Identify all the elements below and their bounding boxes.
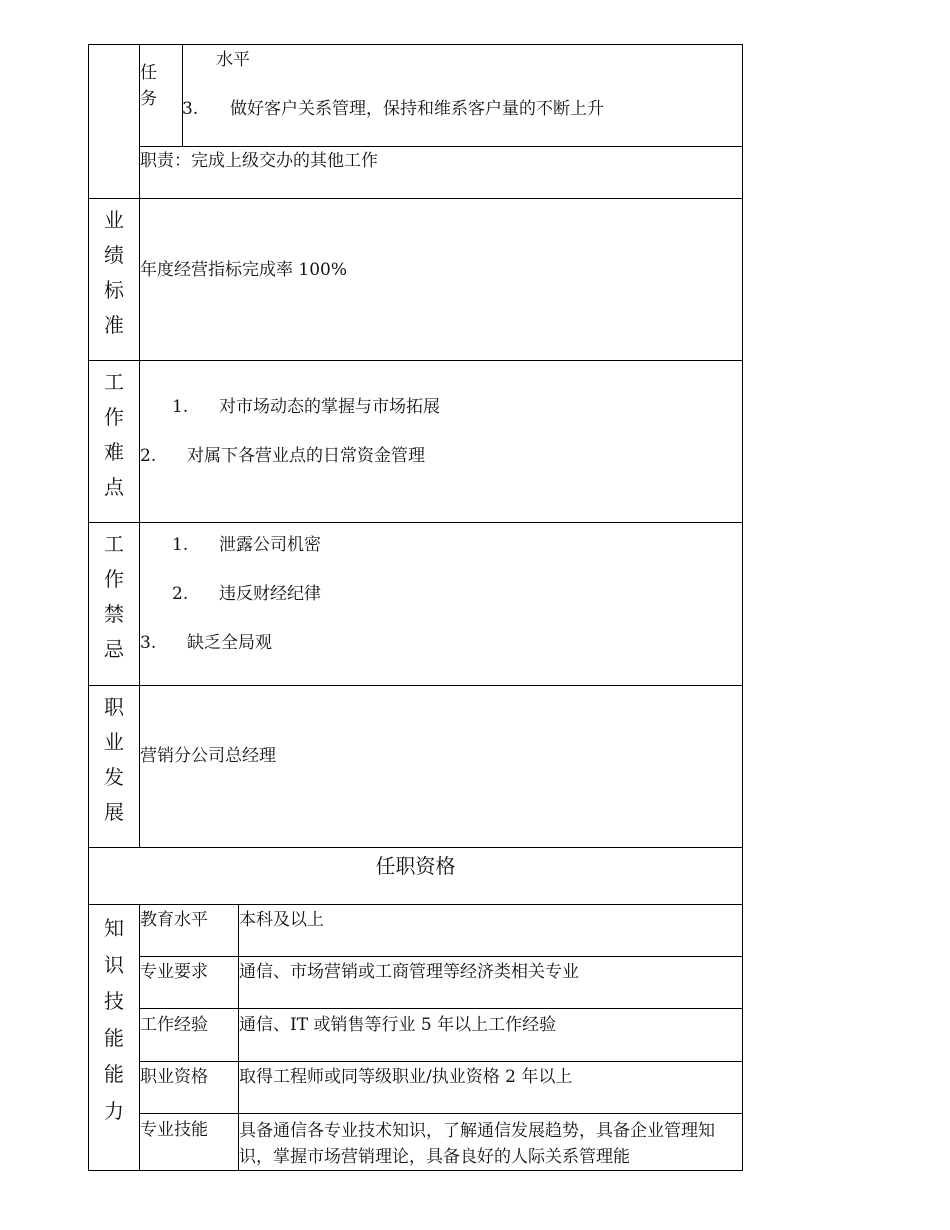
task-label-char: 任 [140,63,157,83]
knowledge-skills-label [88,910,140,1129]
table-top-border [88,44,743,45]
label-char: 标 [104,278,124,302]
qualification-key: 职业资格 [140,1067,208,1087]
label-char: 工 [104,532,124,556]
label-char: 点 [104,475,124,499]
label-char: 业 [104,208,124,232]
label-char: 作 [104,405,124,429]
row-divider [139,1008,743,1009]
task-label [140,60,157,112]
task-label-char: 务 [140,89,157,109]
qualification-value: 取得工程师或同等级职业/执业资格 2 年以上 [239,1067,573,1087]
row-divider [139,1113,743,1114]
taboo-item-text: 违反财经纪律 [219,584,321,604]
taboo-label [88,527,140,667]
qualification-value: 通信、市场营销或工商管理等经济类相关专业 [239,962,579,982]
label-char: 能 [104,1025,124,1050]
difficulty-item-text: 对属下各营业点的日常资金管理 [187,446,425,466]
qualification-key: 教育水平 [140,910,208,930]
difficulty-item-text: 对市场动态的掌握与市场拓展 [219,397,440,417]
duty-text: 职责：完成上级交办的其他工作 [140,151,378,171]
taboo-item-number: 1. [172,535,189,555]
label-char: 识 [104,952,124,977]
row-divider [88,847,743,848]
career-label [88,690,140,830]
label-char: 作 [104,567,124,591]
label-char: 禁 [104,602,124,626]
label-char: 发 [104,765,124,789]
row-divider [88,522,743,523]
label-char: 绩 [104,243,124,267]
row-divider [88,685,743,686]
label-char: 展 [104,800,124,824]
qualification-value: 通信、IT 或销售等行业 5 年以上工作经验 [239,1015,557,1035]
difficulty-item-number: 1. [172,397,189,417]
qualification-key: 专业技能 [140,1120,208,1140]
row-divider [88,904,743,905]
qualification-value: 具备通信各专业技术知识，了解通信发展趋势，具备企业管理知识，掌握市场营销理论，具备良好的人际关系管理能 [239,1121,715,1167]
taboo-item-number: 2. [172,584,189,604]
label-char: 知 [104,916,124,940]
table-bottom-border [88,1170,743,1171]
qualification-key: 专业要求 [140,962,208,982]
performance-label [88,203,140,343]
taboo-item-text: 泄露公司机密 [219,535,321,555]
row-divider [139,956,743,957]
label-char: 业 [104,730,124,754]
qualification-heading: 任职资格 [375,854,456,878]
performance-text: 年度经营指标完成率 100% [140,260,348,280]
row-divider [139,1061,743,1062]
difficulty-item-number: 2. [140,446,157,466]
label-char: 技 [104,989,124,1013]
row-divider [88,360,743,361]
taboo-item-number: 3. [140,633,157,653]
label-char: 难 [104,440,124,464]
row-divider [88,198,743,199]
label-char: 能 [104,1062,124,1086]
label-char: 准 [104,313,124,337]
career-text: 营销分公司总经理 [140,746,276,766]
taboo-item-text: 缺乏全局观 [187,633,272,653]
difficulty-label [88,365,140,505]
task-item-number: 3. [182,99,199,119]
label-char: 忌 [104,637,124,661]
label-char: 力 [104,1098,124,1123]
label-char: 工 [104,370,124,394]
qualification-key: 工作经验 [140,1015,208,1035]
row-divider [139,146,743,147]
task-line: 水平 [216,50,250,70]
table-right-border [742,44,743,1171]
qualification-value: 本科及以上 [239,910,324,930]
task-item-text: 做好客户关系管理，保持和维系客户量的不断上升 [230,99,604,119]
task-sublabel-divider [182,44,183,146]
label-char: 职 [104,695,124,719]
